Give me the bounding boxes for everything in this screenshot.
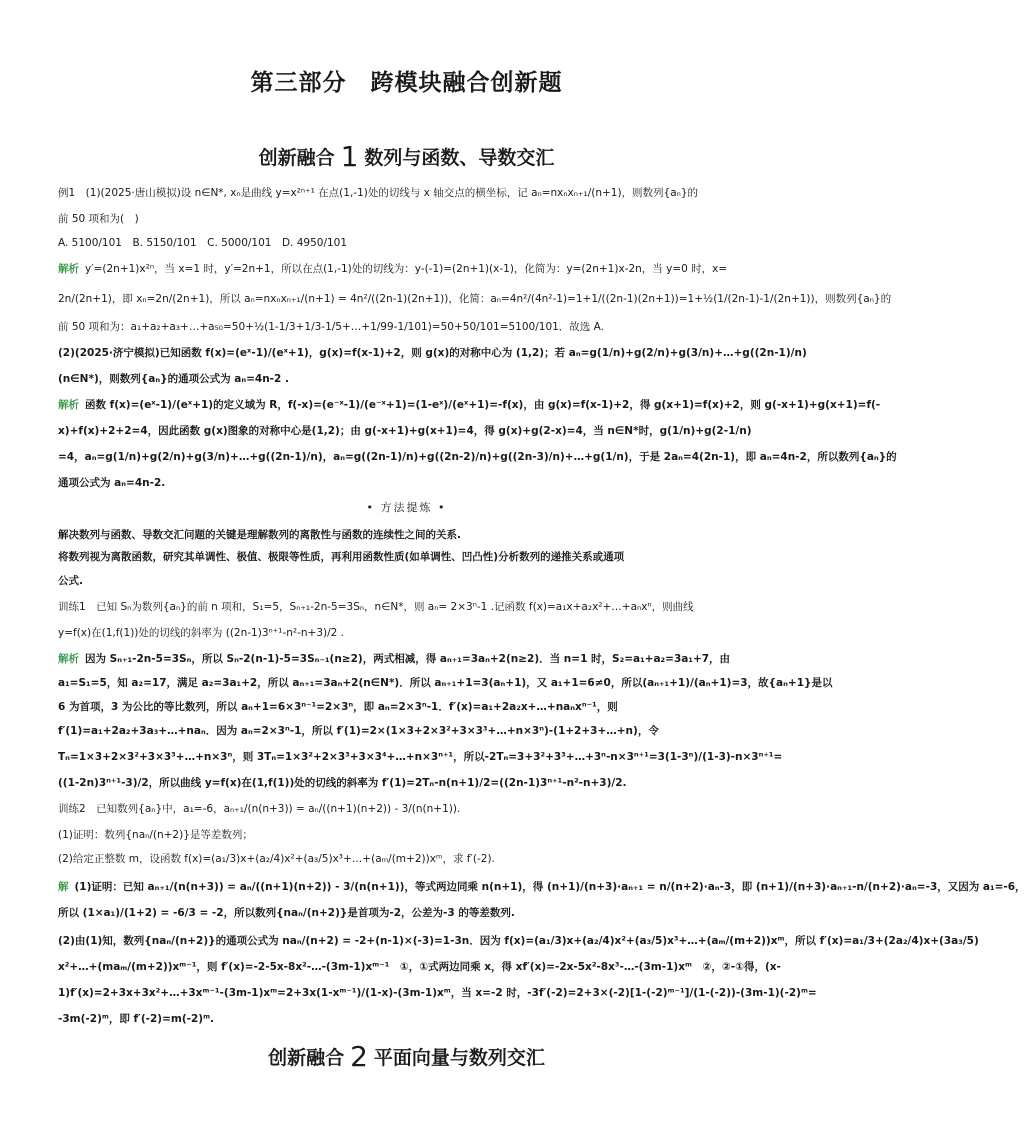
doc-line — [58, 960, 781, 974]
doc-line — [58, 652, 758, 666]
section-heading: 平面向量与数列交汇 — [373, 1047, 545, 1069]
doc-line — [58, 676, 833, 690]
doc-line — [58, 802, 758, 816]
doc-line — [58, 750, 783, 764]
doc-line — [58, 212, 758, 226]
doc-line — [58, 398, 881, 412]
line-text: 2n/(2n+1)，即 xₙ=2n/(2n+1)，所以 aₙ=nxₙxₙ₊₁/(n+1) = 4n²/((2n-1)(2n+1))，化简：aₙ=4n²/(4n²-1)=1+1/((2n-1)(2n+1))=1+½(1/(2n-1)-1/(2n+1))，则数列{aₙ}的 — [58, 293, 892, 305]
line-text: 6 为首项，3 为公比的等比数列，所以 aₙ+1=6×3ⁿ⁻¹=2×3ⁿ，即 aₙ=2×3ⁿ-1．f′(x)=a₁+2a₂x+…+naₙxⁿ⁻¹，则 — [58, 701, 618, 713]
doc-line — [58, 828, 758, 842]
doc-line — [58, 776, 758, 790]
doc-line — [58, 600, 758, 614]
line-text: (1)证明：已知 aₙ₊₁/(n(n+3)) = aₙ/((n+1)(n+2)) - 3/(n(n+1))，等式两边同乘 n(n+1)，得 (n+1)/(n+3)·aₙ₊₁ = n/(n+2)·aₙ-3，即 (n+1)/(n+3)·aₙ₊₁-n/(n+2)·aₙ=-3，又因为 a₁=-6， — [74, 881, 1026, 893]
line-text: (n∈N*)，则数列{aₙ}的通项公式为 aₙ=4n-2 . — [58, 373, 289, 385]
doc-line — [58, 292, 892, 306]
line-text: 前 50 项和为( ) — [58, 213, 139, 225]
line-text: 例1 (1)(2025·唐山模拟)设 n∈N*, xₙ是曲线 y=x²ⁿ⁺¹ 在点(1,-1)处的切线与 x 轴交点的横坐标，记 aₙ=nxₙxₙ₊₁/(n+1)，则数列{aₙ}的 — [58, 187, 699, 199]
section-prefix: 创新融合 — [258, 147, 335, 169]
line-text: 1)f′(x)=2+3x+3x²+…+3xᵐ⁻¹-(3m-1)xᵐ=2+3x(1-xᵐ⁻¹)/(1-x)-(3m-1)xᵐ，当 x=-2 时，-3f′(-2)=2+3×(-2)[1-(-2)ᵐ⁻¹]/(1-(-2))-(3m-1)(-2)ᵐ= — [58, 987, 817, 999]
doc-line — [58, 626, 758, 640]
line-text: (2)给定正整数 m，设函数 f(x)=(a₁/3)x+(a₂/4)x²+(a₃/5)x³+…+(aₘ/(m+2))xᵐ，求 f′(-2). — [58, 853, 495, 865]
line-text: (1)证明：数列{naₙ/(n+2)}是等差数列； — [58, 829, 253, 841]
line-tag: 解析 — [58, 653, 79, 665]
doc-line — [58, 852, 758, 866]
doc-line — [58, 880, 1026, 894]
doc-line — [58, 320, 758, 334]
method-heading: • 方法提炼 • — [366, 501, 447, 514]
section-heading: 数列与函数、导数交汇 — [364, 147, 555, 169]
line-text: A. 5100/101 B. 5150/101 C. 5000/101 D. 4950/101 — [58, 237, 348, 249]
section-prefix: 创新融合 — [268, 1047, 345, 1069]
line-text: 通项公式为 aₙ=4n-2. — [58, 477, 166, 489]
doc-line — [58, 346, 807, 360]
doc-line — [58, 236, 758, 250]
line-text: ((1-2n)3ⁿ⁺¹-3)/2，所以曲线 y=f(x)在(1,f(1))处的切线的斜率为 f′(1)=2Tₙ-n(n+1)/2=((2n-1)3ⁿ⁺¹-n²-n+3)/2. — [58, 777, 627, 789]
line-text: 前 50 项和为：a₁+a₂+a₃+…+a₅₀=50+½(1-1/3+1/3-1/5+…+1/99-1/101)=50+50/101=5100/101．故选 A. — [58, 321, 604, 333]
doc-line — [58, 724, 758, 738]
line-tag: 解析 — [58, 263, 79, 275]
line-text: f′(1)=a₁+2a₂+3a₃+…+naₙ．因为 aₙ=2×3ⁿ-1，所以 f′(1)=2×(1×3+2×3²+3×3³+…+n×3ⁿ)-(1+2+3+…+n)，令 — [58, 725, 659, 737]
line-text: 因为 Sₙ₊₁-2n-5=3Sₙ，所以 Sₙ-2(n-1)-5=3Sₙ₋₁(n≥2)，两式相减，得 aₙ₊₁=3aₙ+2(n≥2)．当 n=1 时，S₂=a₁+a₂=3a₁+7，由 — [85, 653, 731, 665]
line-text: 训练2 已知数列{aₙ}中，a₁=-6，aₙ₊₁/(n(n+3)) = aₙ/((n+1)(n+2)) - 3/(n(n+1)). — [58, 803, 461, 815]
line-text: x)+f(x)+2+2=4，因此函数 g(x)图象的对称中心是(1,2)；由 g(-x+1)+g(x+1)=4，得 g(x)+g(2-x)=4，当 n∈N*时，g(1/n)+g(2-1/n) — [58, 425, 752, 437]
line-text: 函数 f(x)=(eˣ-1)/(eˣ+1)的定义域为 R，f(-x)=(e⁻ˣ-1)/(e⁻ˣ+1)=(1-eˣ)/(eˣ+1)=-f(x)，由 g(x)=f(x-1)+2，得 g(x+1)=f(x)+2，则 g(-x+1)+g(x+1)=f(- — [85, 399, 881, 411]
line-text: 公式. — [58, 575, 83, 587]
line-text: -3m(-2)ᵐ，即 f′(-2)=m(-2)ᵐ. — [58, 1013, 215, 1025]
doc-line — [58, 700, 758, 714]
doc-line — [58, 186, 758, 200]
doc-line — [58, 906, 758, 920]
line-text: 将数列视为离散函数，研究其单调性、极值、极限等性质，再利用函数性质(如单调性、凹凸性)分析数列的递推关系或通项 — [58, 551, 625, 563]
section-title-1 — [0, 140, 813, 173]
section-number: 1 — [340, 140, 359, 173]
doc-line — [58, 986, 817, 1000]
line-text: =4，aₙ=g(1/n)+g(2/n)+g(3/n)+…+g((2n-1)/n)，aₙ=g((2n-1)/n)+g((2n-2)/n)+g((2n-3)/n)+…+g(1/n)，于是 2aₙ=4(2n-1)，即 aₙ=4n-2，所以数列{aₙ}的 — [58, 451, 897, 463]
doc-line — [58, 550, 758, 564]
doc-line — [58, 450, 897, 464]
line-text: 解决数列与函数、导数交汇问题的关键是理解数列的离散性与函数的连续性之间的关系. — [58, 529, 461, 541]
line-text: x²+…+(maₘ/(m+2))xᵐ⁻¹，则 f′(x)=-2-5x-8x²-…-(3m-1)xᵐ⁻¹ ①，①式两边同乘 x，得 xf′(x)=-2x-5x²-8x³-…-(3m-1)xᵐ ②，②-①得，(x- — [58, 961, 781, 973]
line-tag: 解 — [58, 881, 69, 893]
line-text: a₁=S₁=5，知 a₂=17，满足 a₂=3a₁+2，所以 aₙ₊₁=3aₙ+2(n∈N*)．所以 aₙ₊₁+1=3(aₙ+1)，又 a₁+1=6≠0，所以(aₙ₊₁+1)/(aₙ+1)=3，故{aₙ+1}是以 — [58, 677, 833, 689]
doc-line — [58, 1012, 758, 1026]
line-text: (2)由(1)知，数列{naₙ/(n+2)}的通项公式为 naₙ/(n+2) = -2+(n-1)×(-3)=1-3n．因为 f(x)=(a₁/3)x+(a₂/4)x²+(a₃/5)x³+…+(aₘ/(m+2))xᵐ，所以 f′(x)=a₁/3+(2a₂/4)x+(3a₃/5) — [58, 935, 979, 947]
doc-line — [58, 528, 758, 542]
doc-line — [58, 574, 758, 588]
part-title: 第三部分 跨模块融合创新题 — [250, 70, 563, 96]
section-number: 2 — [350, 1040, 368, 1073]
line-tag: 解析 — [58, 399, 79, 411]
line-text: 所以 (1×a₁)/(1+2) = -6/3 = -2，所以数列{naₙ/(n+2)}是首项为-2，公差为-3 的等差数列. — [58, 907, 515, 919]
doc-line — [58, 262, 758, 276]
line-text: y′=(2n+1)x²ⁿ，当 x=1 时，y′=2n+1，所以在点(1,-1)处的切线为：y-(-1)=(2n+1)(x-1)，化简为：y=(2n+1)x-2n，当 y=0 时，x= — [85, 263, 728, 275]
doc-line — [58, 934, 979, 948]
line-text: y=f(x)在(1,f(1))处的切线的斜率为 ((2n-1)3ⁿ⁺¹-n²-n+3)/2 . — [58, 627, 345, 639]
line-text: Tₙ=1×3+2×3²+3×3³+…+n×3ⁿ，则 3Tₙ=1×3²+2×3³+3×3⁴+…+n×3ⁿ⁺¹，所以-2Tₙ=3+3²+3³+…+3ⁿ-n×3ⁿ⁺¹=3(1-3ⁿ)/(1-3)-n×3ⁿ⁺¹= — [58, 751, 783, 763]
line-text: 训练1 已知 Sₙ为数列{aₙ}的前 n 项和，S₁=5，Sₙ₊₁-2n-5=3Sₙ，n∈N*，则 aₙ= 2×3ⁿ-1 .记函数 f(x)=a₁x+a₂x²+…+aₙxⁿ，则曲线 — [58, 601, 694, 613]
section-title-2 — [0, 1040, 813, 1073]
doc-line — [58, 476, 758, 490]
doc-line — [58, 372, 758, 386]
doc-line — [58, 424, 758, 438]
line-text: (2)(2025·济宁模拟)已知函数 f(x)=(eˣ-1)/(eˣ+1)，g(x)=f(x-1)+2，则 g(x)的对称中心为 (1,2)；若 aₙ=g(1/n)+g(2/n)+g(3/n)+…+g((2n-1)/n) — [58, 347, 807, 359]
